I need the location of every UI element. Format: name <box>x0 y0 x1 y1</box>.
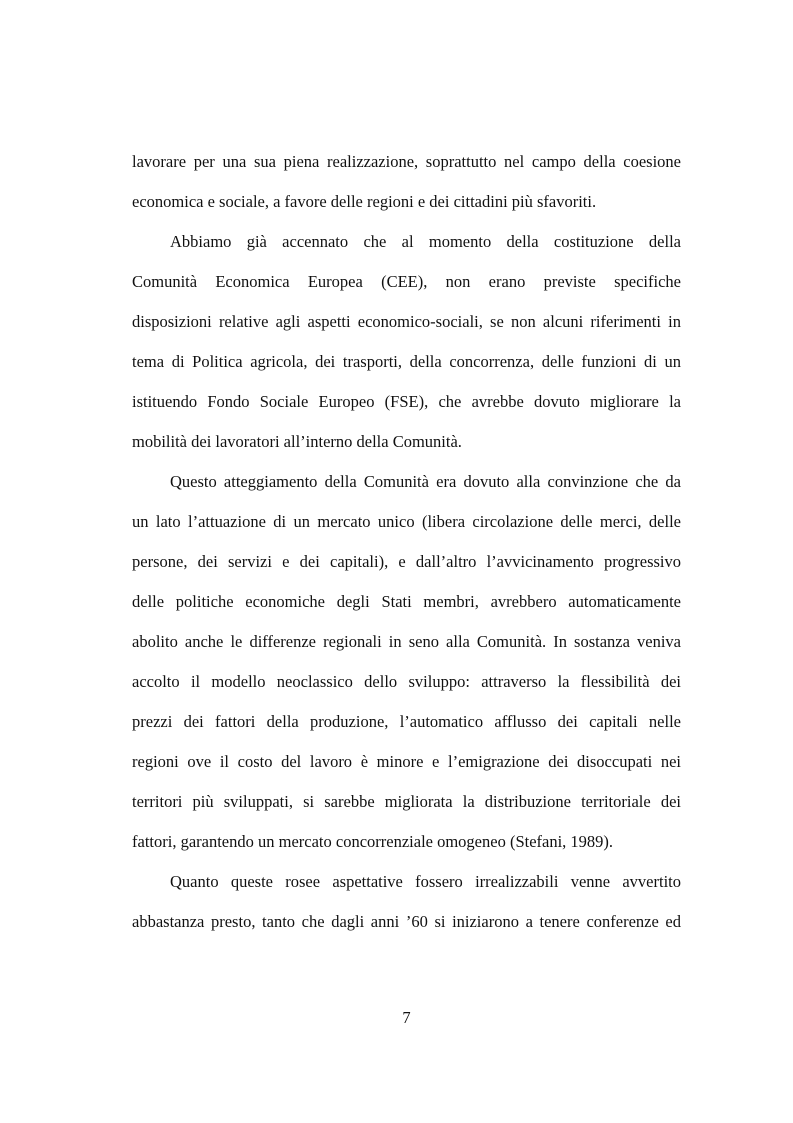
text-line: mobilità dei lavoratori all’interno della Comunità. <box>132 432 462 451</box>
text-line: territori più sviluppati, si sarebbe migliorata la distribuzione territoriale dei <box>132 792 681 811</box>
text-line: lavorare per una sua piena realizzazione, soprattutto nel campo della coesione <box>132 152 681 171</box>
text-line: un lato l’attuazione di un mercato unico (libera circolazione delle merci, delle <box>132 512 681 531</box>
text-line: accolto il modello neoclassico dello sviluppo: attraverso la flessibilità dei <box>132 672 681 691</box>
text-line: regioni ove il costo del lavoro è minore e l’emigrazione dei disoccupati nei <box>132 752 681 771</box>
text-line: tema di Politica agricola, dei trasporti, della concorrenza, delle funzioni di un <box>132 352 681 371</box>
body-text <box>132 145 681 945</box>
paragraph-first-line: Abbiamo già accennato che al momento della costituzione della <box>170 232 681 251</box>
paragraph-first-line: Quanto queste rosee aspettative fossero irrealizzabili venne avvertito <box>170 872 681 891</box>
text-line: economica e sociale, a favore delle regioni e dei cittadini più sfavoriti. <box>132 192 597 211</box>
paragraph-first-line: Questo atteggiamento della Comunità era dovuto alla convinzione che da <box>170 472 681 491</box>
text-line: delle politiche economiche degli Stati membri, avrebbero automaticamente <box>132 592 681 611</box>
page-number: 7 <box>402 1008 411 1027</box>
text-line: fattori, garantendo un mercato concorrenziale omogeneo (Stefani, 1989). <box>132 832 614 851</box>
text-line: abolito anche le differenze regionali in seno alla Comunità. In sostanza veniva <box>132 632 681 651</box>
text-line: istituendo Fondo Sociale Europeo (FSE), che avrebbe dovuto migliorare la <box>132 392 681 411</box>
text-line: persone, dei servizi e dei capitali), e dall’altro l’avvicinamento progressivo <box>132 552 681 571</box>
text-line: disposizioni relative agli aspetti economico-sociali, se non alcuni riferimenti in <box>132 312 681 331</box>
text-line: Comunità Economica Europea (CEE), non erano previste specifiche <box>132 272 681 291</box>
text-line: abbastanza presto, tanto che dagli anni ’60 si iniziarono a tenere conferenze ed <box>132 912 681 931</box>
text-line: prezzi dei fattori della produzione, l’automatico afflusso dei capitali nelle <box>132 712 681 731</box>
